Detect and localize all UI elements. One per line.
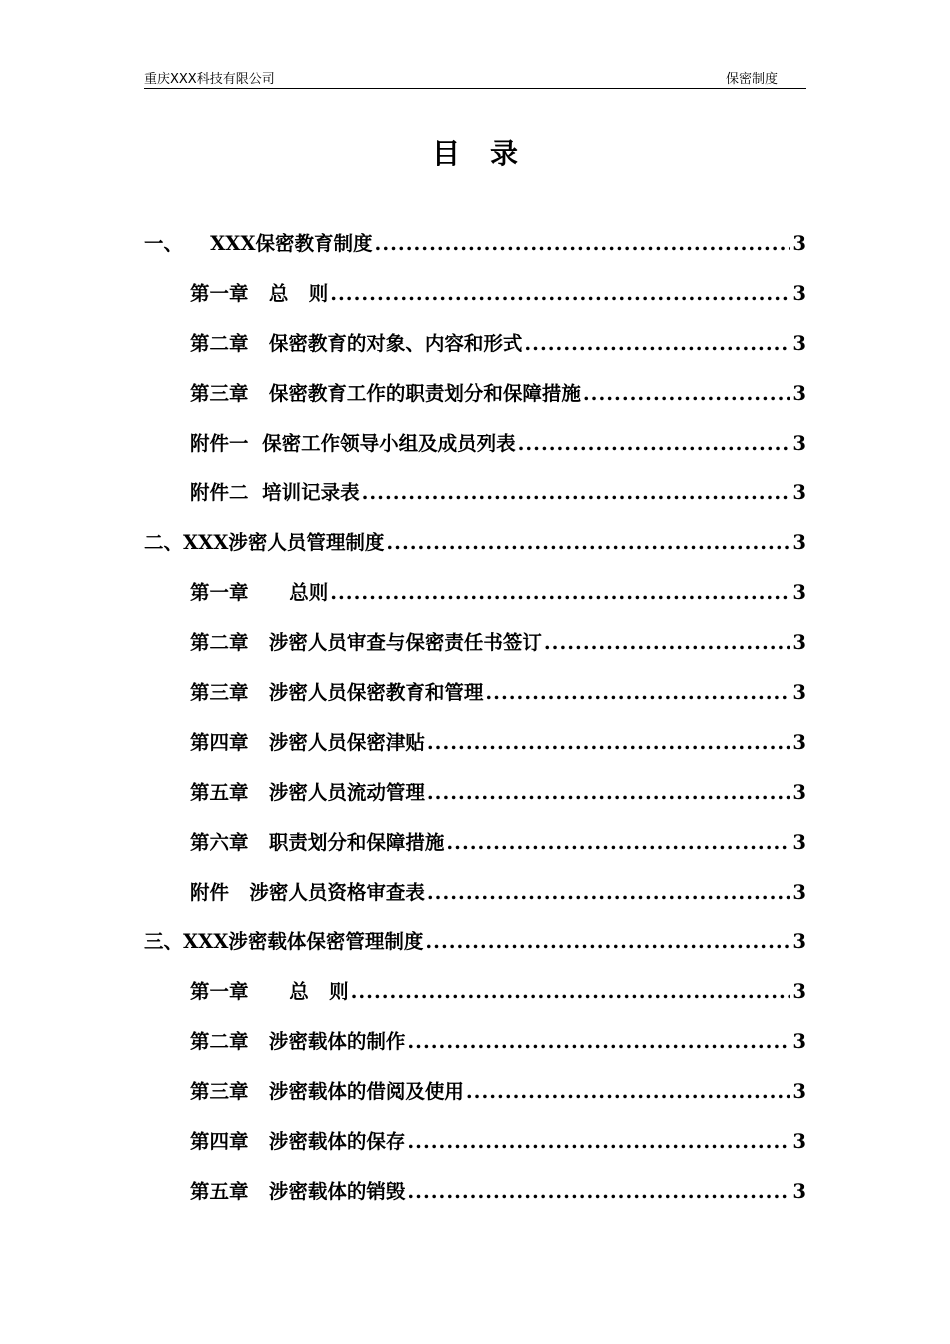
toc-leader-dots — [518, 432, 791, 455]
toc-entry-label: 第四章 涉密人员保密津贴 — [190, 730, 425, 754]
toc-leader-dots — [386, 531, 790, 554]
toc-entry-page: 3 — [792, 481, 806, 505]
toc-leader-dots — [583, 382, 791, 405]
toc-leader-dots — [427, 881, 791, 904]
toc-entry-page: 3 — [792, 681, 806, 705]
toc-entry-label: 第三章 保密教育工作的职责划分和保障措施 — [190, 381, 581, 405]
toc-leader-dots — [425, 930, 790, 953]
toc-leader-dots — [407, 1130, 790, 1153]
toc-entry-label: 第三章 涉密载体的借阅及使用 — [190, 1080, 464, 1104]
toc-entry[interactable] — [144, 877, 806, 927]
toc-entry-page: 3 — [792, 930, 806, 954]
toc-entry[interactable] — [144, 976, 806, 1026]
toc-entry[interactable] — [144, 926, 806, 976]
toc-entry[interactable] — [144, 477, 806, 527]
toc-leader-dots — [427, 781, 791, 804]
toc-leader-dots — [351, 980, 791, 1003]
toc-entry[interactable] — [144, 627, 806, 677]
toc-entry-label: 第一章 总则 — [190, 581, 329, 605]
toc-entry-label: 第五章 涉密载体的销毁 — [190, 1179, 406, 1203]
header-company: 重庆XXX科技有限公司 — [144, 72, 275, 87]
toc-entry-label: 第二章 涉密载体的制作 — [190, 1030, 406, 1054]
toc-entry[interactable] — [144, 378, 806, 428]
toc-entry-label: 附件 涉密人员资格审查表 — [190, 880, 425, 904]
toc-entry-page: 3 — [792, 1030, 806, 1054]
toc-entry-page: 3 — [792, 1179, 806, 1203]
toc-entry-page: 3 — [792, 281, 806, 305]
toc-leader-dots — [407, 1030, 790, 1053]
toc-entry-page: 3 — [792, 880, 806, 904]
page-header — [144, 66, 806, 89]
toc-entry[interactable] — [144, 228, 806, 278]
toc-entry-label: 第四章 涉密载体的保存 — [190, 1130, 406, 1154]
toc-leader-dots — [446, 831, 790, 854]
toc-entry-page: 3 — [792, 730, 806, 754]
toc-entry[interactable] — [144, 328, 806, 378]
header-doc-name: 保密制度 — [725, 72, 778, 87]
toc-entry-label: 第一章 总 则 — [190, 281, 329, 305]
toc-entry-page: 3 — [792, 1130, 806, 1154]
toc-entry-label: 第二章 保密教育的对象、内容和形式 — [190, 331, 523, 355]
toc-leader-dots — [524, 332, 790, 355]
toc-entry-page: 3 — [792, 780, 806, 804]
table-of-contents — [144, 228, 806, 1226]
toc-entry-label: 附件一 保密工作领导小组及成员列表 — [190, 431, 516, 455]
toc-entry-page: 3 — [792, 581, 806, 605]
toc-leader-dots — [544, 631, 791, 654]
toc-leader-dots — [375, 232, 791, 255]
toc-entry-page: 3 — [792, 431, 806, 455]
toc-entry[interactable] — [144, 577, 806, 627]
toc-leader-dots — [485, 681, 790, 704]
toc-entry-label: 第五章 涉密人员流动管理 — [190, 780, 425, 804]
toc-entry-label: 第一章 总 则 — [190, 980, 349, 1004]
toc-leader-dots — [362, 481, 791, 504]
toc-entry-page: 3 — [792, 980, 806, 1004]
toc-leader-dots — [330, 581, 790, 604]
toc-leader-dots — [466, 1080, 791, 1103]
toc-entry[interactable] — [144, 1126, 806, 1176]
toc-leader-dots — [330, 282, 790, 305]
toc-entry-page: 3 — [792, 1080, 806, 1104]
toc-entry-page: 3 — [792, 381, 806, 405]
toc-leader-dots — [407, 1180, 790, 1203]
toc-entry-label: 第二章 涉密人员审查与保密责任书签订 — [190, 631, 542, 655]
toc-entry[interactable] — [144, 1026, 806, 1076]
toc-entry[interactable] — [144, 428, 806, 478]
toc-entry-page: 3 — [792, 531, 806, 555]
toc-entry-page: 3 — [792, 830, 806, 854]
toc-entry-page: 3 — [792, 232, 806, 255]
toc-entry-label: 一、 XXX保密教育制度 — [144, 232, 373, 255]
toc-leader-dots — [427, 731, 791, 754]
toc-entry-label: 附件二 培训记录表 — [190, 481, 360, 505]
toc-entry[interactable] — [144, 677, 806, 727]
toc-entry-label: 三、XXX涉密载体保密管理制度 — [144, 930, 424, 954]
toc-entry-label: 第六章 职责划分和保障措施 — [190, 830, 445, 854]
toc-entry-label: 二、XXX涉密人员管理制度 — [144, 531, 385, 555]
toc-entry[interactable] — [144, 727, 806, 777]
toc-entry-page: 3 — [792, 331, 806, 355]
toc-entry[interactable] — [144, 777, 806, 827]
toc-entry[interactable] — [144, 1076, 806, 1126]
toc-entry[interactable] — [144, 827, 806, 877]
toc-entry[interactable] — [144, 278, 806, 328]
toc-title: 目录 — [431, 137, 548, 170]
toc-entry[interactable] — [144, 1176, 806, 1226]
toc-entry-label: 第三章 涉密人员保密教育和管理 — [190, 681, 484, 705]
toc-entry[interactable] — [144, 527, 806, 577]
toc-entry-page: 3 — [792, 631, 806, 655]
